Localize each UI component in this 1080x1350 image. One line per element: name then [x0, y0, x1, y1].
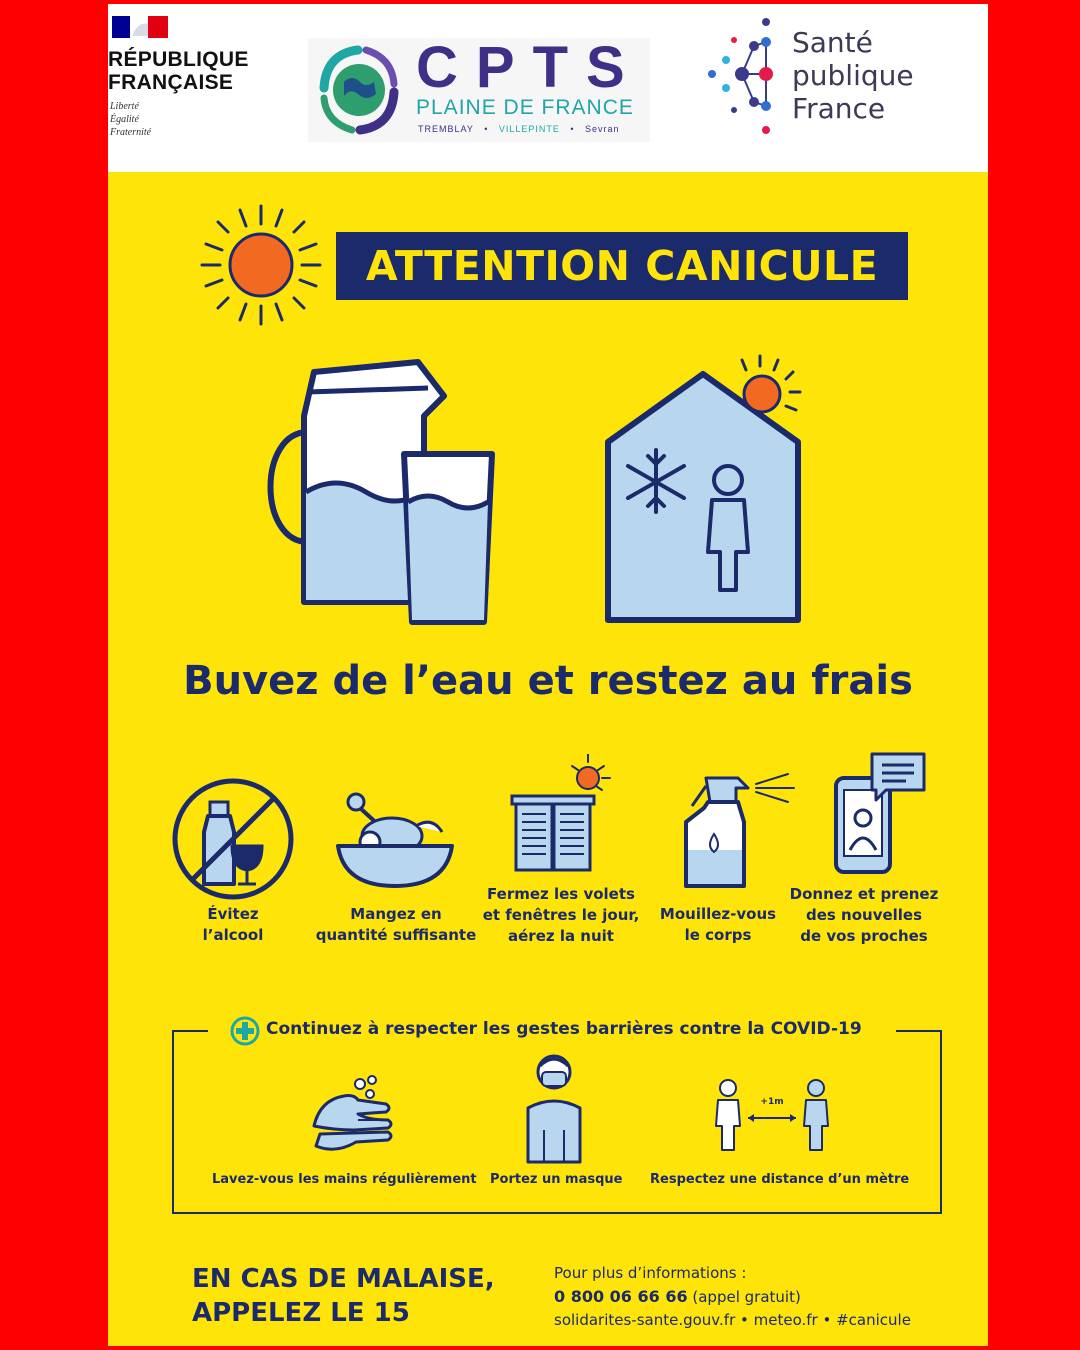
- republique-motto: Liberté Égalité Fraternité: [110, 101, 152, 138]
- cpts-name: CPTS: [416, 35, 643, 100]
- phone-number: 0 800 06 66 66: [554, 1287, 688, 1306]
- no-alcohol-icon: [170, 776, 296, 902]
- emergency-notice: EN CAS DE MALAISE, APPELEZ LE 15: [192, 1264, 495, 1328]
- jug-glass-house-illustration: [248, 352, 828, 642]
- cpts-subtitle: PLAINE DE FRANCE: [416, 96, 634, 119]
- food-bowl-icon: [330, 784, 460, 894]
- spray-bottle-icon: [678, 768, 802, 894]
- republique-title: RÉPUBLIQUE FRANÇAISE: [108, 48, 249, 94]
- phone-line: [554, 1285, 911, 1309]
- hand-washing-icon: [310, 1074, 396, 1158]
- gesture-label: Respectez une distance d’un mètre: [650, 1172, 910, 1187]
- cpts-town: TREMBLAY: [418, 124, 474, 134]
- tip-label: Donnez et prenez des nouvelles de vos proches: [789, 885, 939, 945]
- plus-circle-icon: [230, 1016, 260, 1046]
- tip-label: Mouillez-vous le corps: [659, 905, 777, 944]
- covid-title-bar: [228, 1016, 862, 1044]
- phone-message-icon: [832, 750, 928, 876]
- banner-title: ATTENTION CANICULE: [365, 242, 879, 290]
- cpts-town: VILLEPINTE: [498, 124, 560, 134]
- cool-house-icon: [608, 356, 800, 620]
- marianne-flag-icon: [112, 16, 168, 38]
- divider: [172, 1030, 208, 1032]
- shutters-icon: [508, 754, 618, 874]
- info-links: solidarites-sante.gouv.fr • meteo.fr • #canicule: [554, 1311, 911, 1329]
- tip-label: Fermez les volets et fenêtres le jour, aérez la nuit: [482, 885, 640, 945]
- sun-icon: [198, 202, 324, 328]
- distance-text: +1m: [760, 1097, 784, 1107]
- header: [108, 4, 988, 172]
- globe-hands-icon: [314, 42, 404, 138]
- cpts-logo: [308, 35, 650, 142]
- attention-banner: [336, 232, 908, 300]
- tip-label: Mangez en quantité suffisante: [315, 905, 477, 944]
- sante-publique-dots-icon: [700, 12, 780, 142]
- gesture-label: Portez un masque: [490, 1172, 623, 1187]
- headline: Buvez de l’eau et restez au frais: [183, 658, 913, 704]
- poster: [108, 4, 988, 1346]
- sante-publique-name: Santé publique France: [792, 26, 914, 125]
- water-glass-icon: [404, 454, 492, 622]
- cpts-towns: TREMBLAY • VILLEPINTE • Sevran: [418, 124, 620, 134]
- cpts-town: Sevran: [585, 124, 620, 134]
- gesture-label: Lavez-vous les mains régulièrement: [212, 1172, 477, 1187]
- divider: [896, 1030, 940, 1032]
- covid-title: Continuez à respecter les gestes barrières contre la COVID-19: [266, 1019, 862, 1039]
- phone-note: (appel gratuit): [692, 1288, 801, 1306]
- canicule-poster: [108, 172, 988, 1346]
- info-title: Pour plus d’informations :: [554, 1264, 747, 1282]
- mask-person-icon: [520, 1052, 588, 1166]
- info-block: [554, 1262, 911, 1332]
- tip-label: Évitez l’alcool: [202, 905, 264, 944]
- distance-icon: [712, 1078, 832, 1154]
